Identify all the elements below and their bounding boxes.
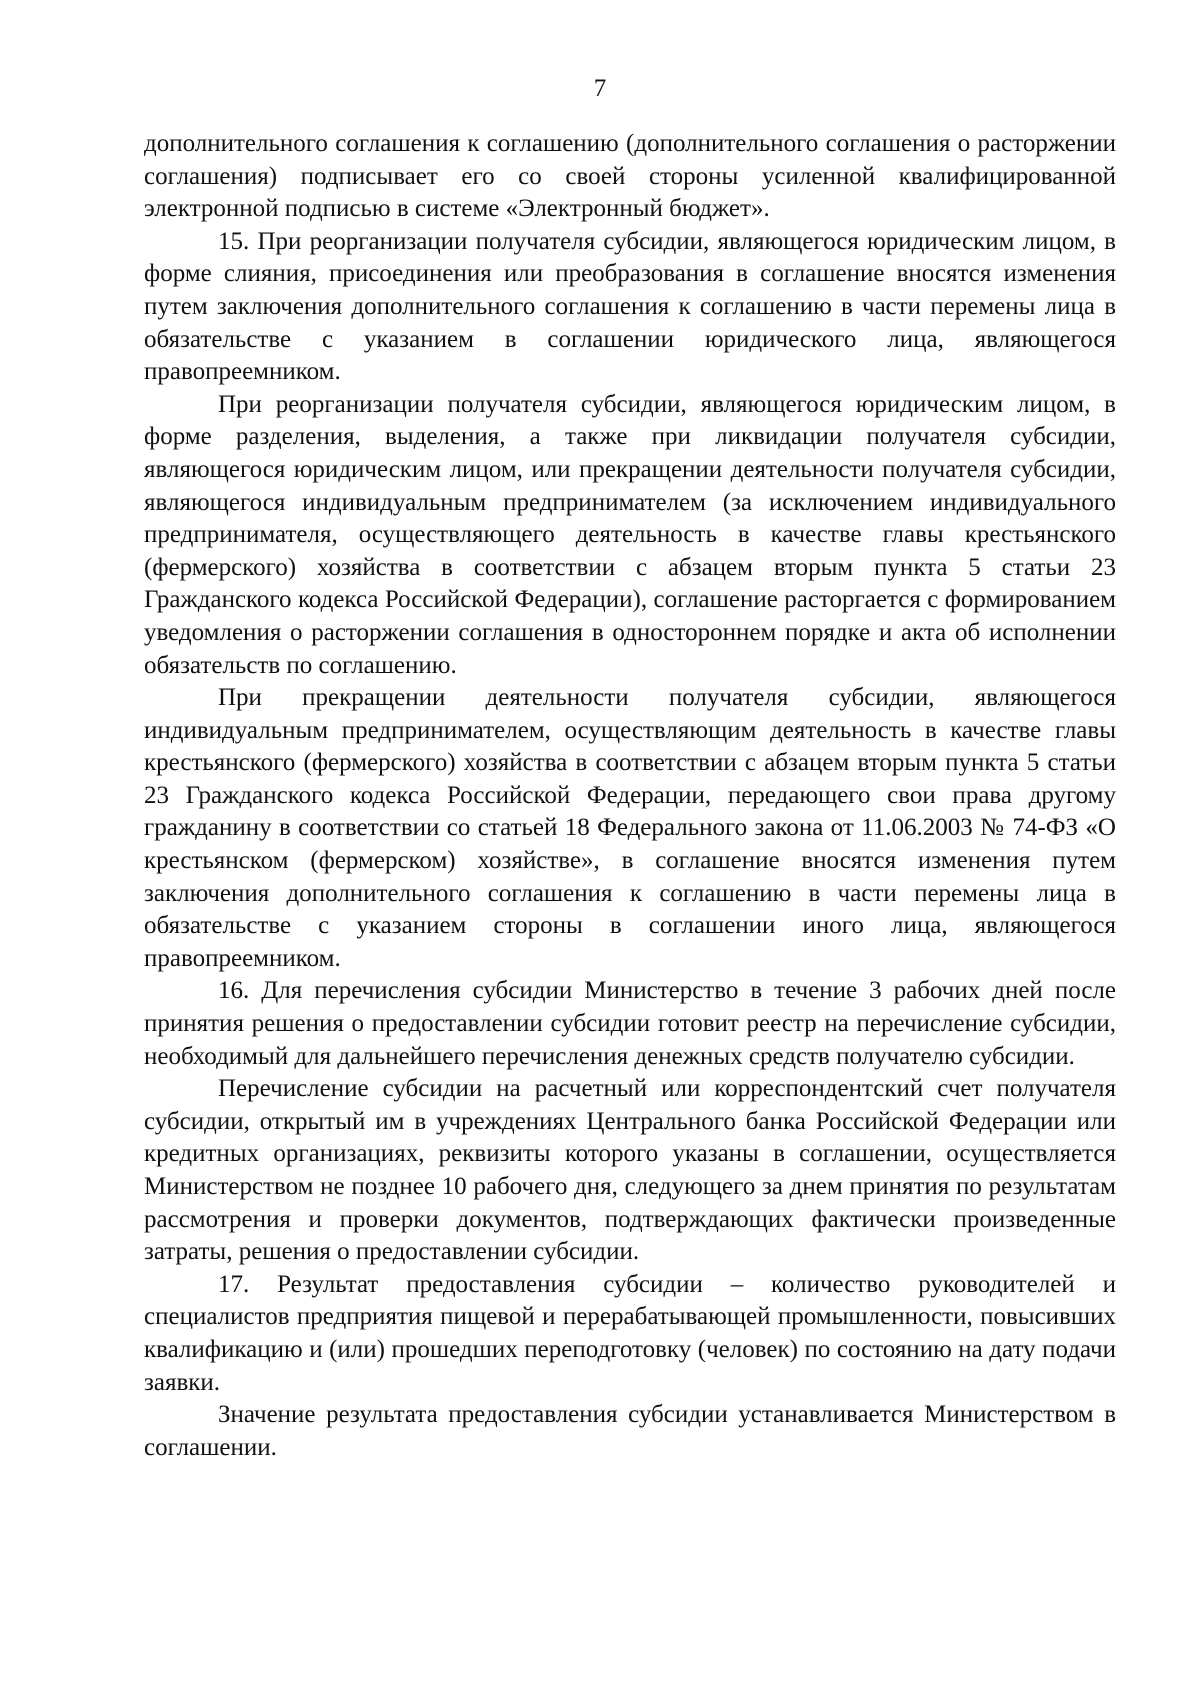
- paragraph-item-17: 17. Результат предоставления субсидии – количество руководителей и специалистов предприятия пищевой и перерабатывающей промышленности, повысивших квалификацию и (или) прошедших переподготовку (человек) по состоянию на дату подачи заявки.: [144, 1270, 1116, 1396]
- paragraph-farm-termination: При прекращении деятельности получателя субсидии, являющегося индивидуальным предпринимателем, осуществляющим деятельность в качестве главы крестьянского (фермерского) хозяйства в соответствии с абзацем вторым пункта 5 статьи 23 Гражданского кодекса Российской Федерации, передающего свои права другому гражданину в соответствии со статьей 18 Федерального закона от 11.06.2003 № 74-ФЗ «О крестьянском (фермерском) хозяйстве», в соглашение вносятся изменения путем заключения дополнительного соглашения к соглашению в части перемены лица в обязательстве с указанием стороны в соглашении иного лица, являющегося правопреемником.: [144, 684, 1116, 972]
- paragraph-result-value: Значение результата предоставления субсидии устанавливается Министерством в соглашении.: [144, 1401, 1116, 1461]
- paragraph-item-16: 16. Для перечисления субсидии Министерство в течение 3 рабочих дней после принятия решения о предоставлении субсидии готовит реестр на перечисление субсидии, необходимый для дальнейшего перечисления денежных средств получателю субсидии.: [144, 977, 1116, 1070]
- paragraph-item-15: 15. При реорганизации получателя субсидии, являющегося юридическим лицом, в форме слияния, присоединения или преобразования в соглашение вносятся изменения путем заключения дополнительного соглашения к соглашению в части перемены лица в обязательстве с указанием в соглашении юридического лица, являющегося правопреемником.: [144, 227, 1116, 386]
- paragraph-reorganization-separation: При реорганизации получателя субсидии, являющегося юридическим лицом, в форме разделения, выделения, а также при ликвидации получателя субсидии, являющегося юридическим лицом, или прекращении деятельности получателя субсидии, являющегося индивидуальным предпринимателем (за исключением индивидуального предпринимателя, осуществляющего деятельность в качестве главы крестьянского (фермерского) хозяйства в соответствии с абзацем вторым пункта 5 статьи 23 Гражданского кодекса Российской Федерации), соглашение расторгается с формированием уведомления о расторжении соглашения в одностороннем порядке и акта об исполнении обязательств по соглашению.: [144, 390, 1116, 679]
- paragraph-transfer: Перечисление субсидии на расчетный или корреспондентский счет получателя субсидии, открытый им в учреждениях Центрального банка Российской Федерации или кредитных организациях, реквизиты которого указаны в соглашении, осуществляется Министерством не позднее 10 рабочего дня, следующего за днем принятия по результатам рассмотрения и проверки документов, подтверждающих фактически произведенные затраты, решения о предоставлении субсидии.: [144, 1075, 1116, 1266]
- document-body: [144, 128, 1116, 1464]
- paragraph-continuation: дополнительного соглашения к соглашению (дополнительного соглашения о расторжении соглашения) подписывает его со своей стороны усиленной квалифицированной электронной подписью в системе «Электронный бюджет».: [144, 130, 1116, 223]
- page-number: 7: [593, 75, 607, 102]
